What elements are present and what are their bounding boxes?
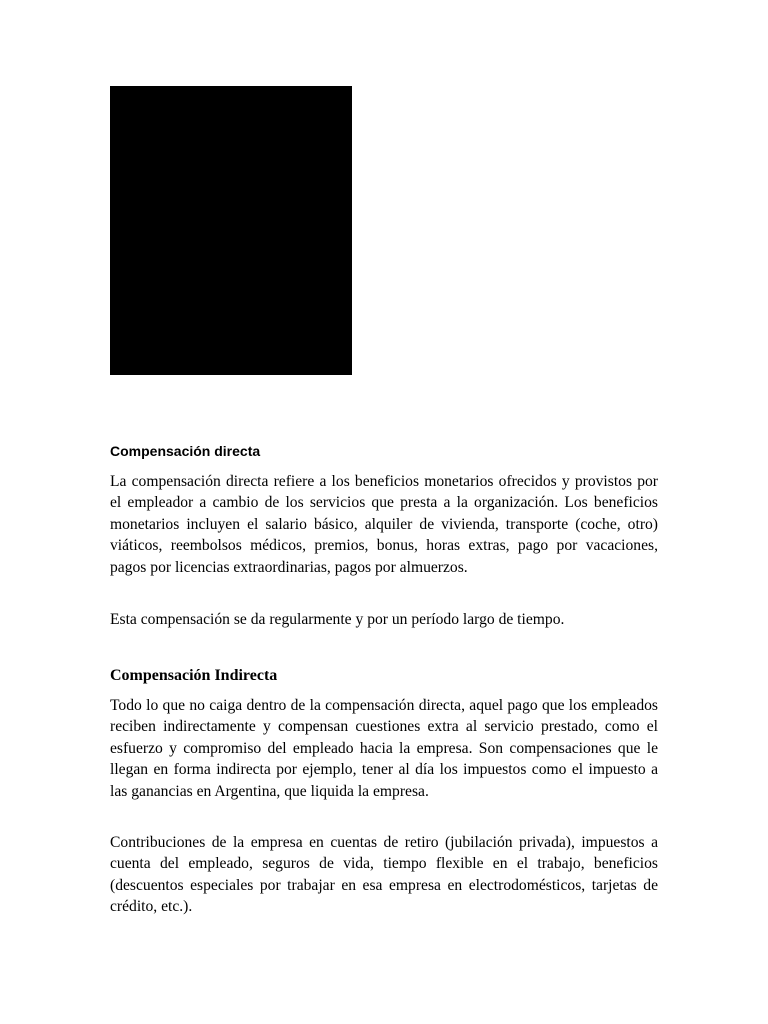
paragraph-direct-regularity: Esta compensación se da regularmente y por un período largo de tiempo.: [110, 611, 565, 628]
black-image: [110, 86, 352, 375]
paragraph-direct-definition: La compensación directa refiere a los beneficios monetarios ofrecidos y provistos por el empleador a cambio de los servicios que presta a la organización. Los beneficios monetarios incluyen el salario básico, alquiler de vivienda, transporte (coche, otro) viáticos, reembolsos médicos, premios, bonus, horas extras, pago por vacaciones, pagos por licencias extraordinarias, pagos por almuerzos.: [110, 473, 658, 576]
heading-direct-compensation: Compensación directa: [110, 443, 261, 459]
paragraph-indirect-definition: Todo lo que no caiga dentro de la compensación directa, aquel pago que los empleados reciben indirectamente y compensan cuestiones extra al servicio prestado, como el esfuerzo y compromiso del empleado hacia la empresa. Son compensaciones que le llegan en forma indirecta por ejemplo, tener al día los impuestos como el impuesto a las ganancias en Argentina, que liquida la empresa.: [110, 697, 658, 800]
heading-indirect-compensation: Compensación Indirecta: [110, 667, 278, 684]
paragraph-indirect-examples: Contribuciones de la empresa en cuentas de retiro (jubilación privada), impuestos a cuenta del empleado, seguros de vida, tiempo flexible en el trabajo, beneficios (descuentos especiales por trabajar en esa empresa en electrodomésticos, tarjetas de crédito, etc.).: [110, 834, 658, 916]
